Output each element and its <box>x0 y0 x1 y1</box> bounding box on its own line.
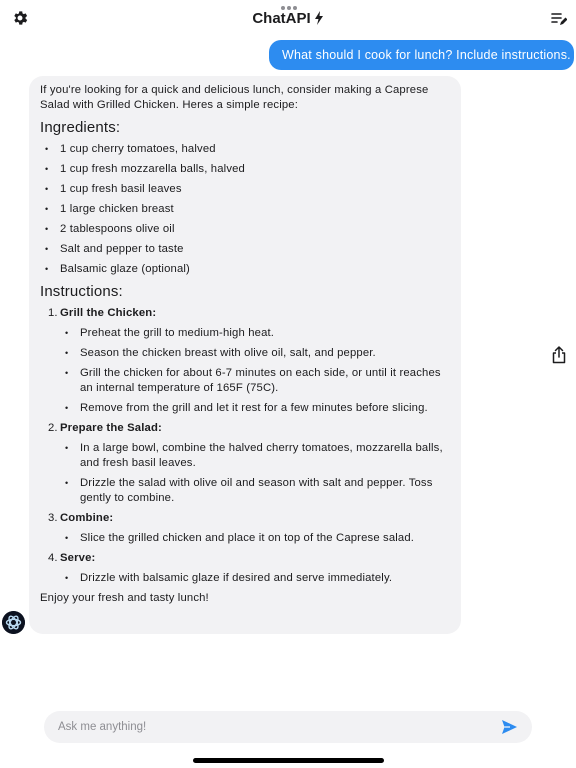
ingredient-item: • Balsamic glaze (optional) <box>40 262 450 277</box>
step-number: 4. <box>48 552 58 564</box>
substep-item: • Grill the chicken for about 6-7 minutes on each side, or until it reaches an internal temperature of 165F (75C). <box>60 366 450 396</box>
share-icon[interactable] <box>551 346 567 364</box>
assistant-message-bubble[interactable] <box>29 76 461 634</box>
ingredients-list <box>40 142 450 277</box>
instructions-list <box>40 306 450 586</box>
substep-item: • Season the chicken breast with olive oil, salt, and pepper. <box>60 346 450 361</box>
ingredient-item: • 1 cup fresh mozzarella balls, halved <box>40 162 450 177</box>
step-title: Grill the Chicken: <box>60 307 157 319</box>
substep-item: • Drizzle the salad with olive oil and season with salt and pepper. Toss gently to combine. <box>60 476 450 506</box>
assistant-message-content <box>40 83 450 606</box>
ingredients-heading: Ingredients: <box>40 119 121 136</box>
step-substeps <box>60 531 450 546</box>
step-number: 3. <box>48 512 58 524</box>
step-substeps <box>60 571 450 586</box>
instruction-step <box>40 551 450 586</box>
step-substeps <box>60 326 450 416</box>
step-title: Prepare the Salad: <box>60 422 162 434</box>
ingredient-item: • 1 cup cherry tomatoes, halved <box>40 142 450 157</box>
assistant-outro: Enjoy your fresh and tasty lunch! <box>40 592 209 604</box>
compose-list-icon[interactable] <box>551 11 567 27</box>
instructions-heading: Instructions: <box>40 283 123 300</box>
step-title: Serve: <box>60 552 96 564</box>
app-title <box>0 10 576 27</box>
message-input-bar[interactable] <box>44 711 532 743</box>
ingredient-item: • 2 tablespoons olive oil <box>40 222 450 237</box>
openai-logo-icon <box>2 611 25 634</box>
step-substeps <box>60 441 450 506</box>
step-title: Combine: <box>60 512 114 524</box>
instruction-step <box>40 421 450 506</box>
substep-item: • Drizzle with balsamic glaze if desired and serve immediately. <box>60 571 450 586</box>
assistant-intro: If you're looking for a quick and delicious lunch, consider making a Caprese Salad with Grilled Chicken. Heres a simple recipe: <box>40 84 429 111</box>
ingredient-item: • Salt and pepper to taste <box>40 242 450 257</box>
substep-item: • In a large bowl, combine the halved cherry tomatoes, mozzarella balls, and fresh basil leaves. <box>60 441 450 471</box>
app-title-text: ChatAPI <box>252 10 311 27</box>
ingredient-item: • 1 large chicken breast <box>40 202 450 217</box>
ingredient-item: • 1 cup fresh basil leaves <box>40 182 450 197</box>
substep-item: • Remove from the grill and let it rest for a few minutes before slicing. <box>60 401 450 416</box>
top-bar <box>0 0 576 38</box>
substep-item: • Slice the grilled chicken and place it on top of the Caprese salad. <box>60 531 450 546</box>
home-indicator[interactable] <box>193 758 384 763</box>
user-message-bubble[interactable]: What should I cook for lunch? Include instructions. <box>269 40 574 70</box>
assistant-avatar <box>2 611 25 634</box>
substep-item: • Preheat the grill to medium-high heat. <box>60 326 450 341</box>
lightning-bolt-icon <box>314 11 324 25</box>
message-input[interactable] <box>58 711 488 743</box>
instruction-step <box>40 511 450 546</box>
send-icon[interactable] <box>501 719 518 735</box>
step-number: 2. <box>48 422 58 434</box>
instruction-step <box>40 306 450 416</box>
step-number: 1. <box>48 307 58 319</box>
